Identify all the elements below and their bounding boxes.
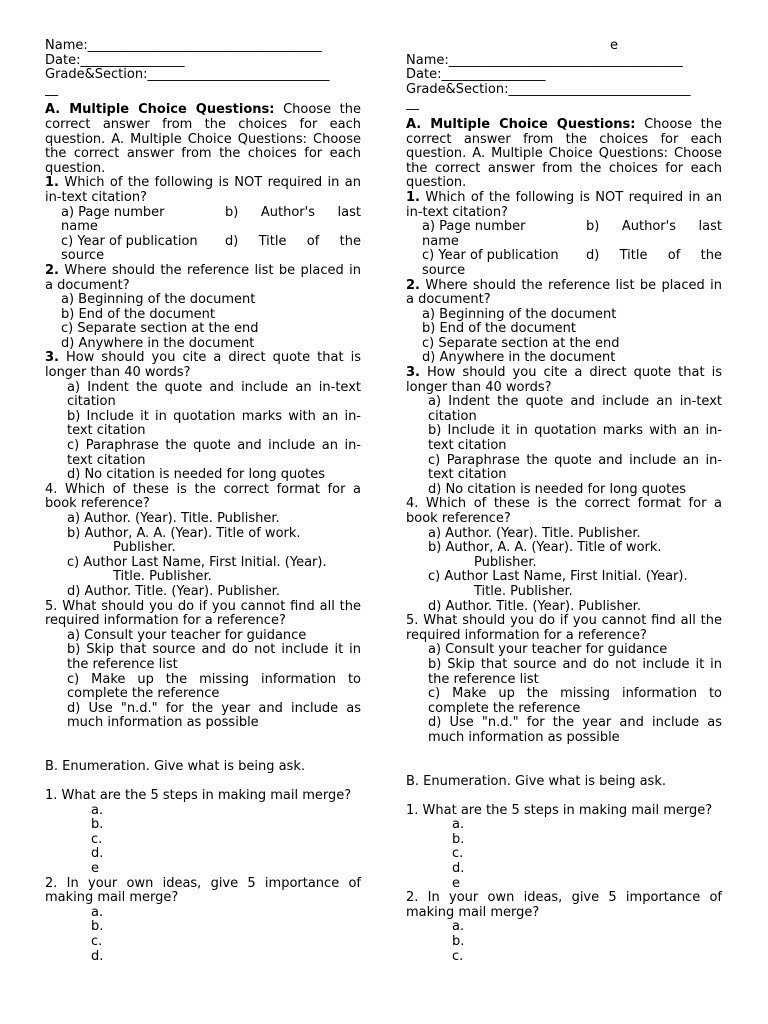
question-text: How should you cite a direct quote that is longer than 40 words? — [406, 365, 722, 395]
option-a: a) Page number — [61, 204, 165, 220]
option-d — [225, 235, 361, 250]
answer-item: d. — [452, 861, 465, 877]
option-d: d) Author. Title. (Year). Publisher. — [67, 583, 280, 599]
option-word: Title — [619, 248, 648, 264]
option-c: c) Year of publication — [61, 233, 198, 249]
grade-section-field-line: Grade&Section:____________________________ — [406, 82, 691, 97]
question-5: 5. What should you do if you cannot find all the required information for a reference? — [45, 598, 361, 629]
question-text: Where should the reference list be placed in a document? — [45, 262, 361, 293]
option-d: d) Use "n.d." for the year and include as much information as possible — [428, 715, 722, 745]
option-continuation: Publisher. — [474, 554, 537, 570]
section-b-heading: B. Enumeration. Give what is being ask. — [45, 758, 305, 774]
answer-item: c. — [91, 934, 103, 950]
question-text: Which of the following is NOT required in an in-text citation? — [406, 189, 722, 220]
answer-item: b. — [91, 919, 104, 935]
option-continuation: Title. Publisher. — [113, 569, 212, 585]
question-number: 3. — [406, 365, 420, 381]
question-number: 2. — [406, 277, 420, 293]
option-d: d) Author. Title. (Year). Publisher. — [428, 598, 641, 614]
section-a-heading — [406, 118, 722, 191]
name-field-line: Name:____________________________________ — [45, 39, 322, 53]
option-c: c) Separate section at the end — [422, 335, 620, 351]
section-a-title: A. Multiple Choice Questions: — [406, 116, 636, 132]
option-b: b) Skip that source and do not include it in the reference list — [67, 642, 361, 672]
option-a: a) Author. (Year). Title. Publisher. — [67, 511, 280, 526]
grade-section-tail: __ — [45, 82, 58, 97]
option-a: a) Indent the quote and include an in-text citation — [428, 394, 722, 424]
option-b: b) Skip that source and do not include it in the reference list — [428, 656, 722, 687]
option-continuation: source — [422, 262, 466, 278]
options-row — [45, 206, 361, 221]
answer-item: b. — [452, 934, 465, 950]
option-d: d) No citation is needed for long quotes — [428, 481, 687, 497]
option-c: c) Paraphrase the quote and include an in-text citation — [67, 438, 361, 468]
question-number: 1. — [45, 175, 59, 191]
option-b: b) Include it in quotation marks with an in-text citation — [428, 423, 722, 454]
option-word: d) — [586, 248, 600, 264]
date-field-line: Date:________________ — [406, 68, 546, 83]
question-number: 3. — [45, 350, 59, 366]
option-word: Title — [258, 233, 287, 249]
answer-item: d. — [91, 846, 104, 862]
section-a-instruction: Choose the correct answer from the choices for each question. A. Multiple Choice Questions: Choose the correct answer from the choices for each question. — [45, 102, 362, 176]
answer-item: d. — [91, 948, 104, 964]
option-word: the — [339, 233, 361, 249]
question-text: How should you cite a direct quote that is longer than 40 words? — [45, 350, 361, 381]
answer-item: a. — [91, 802, 104, 818]
option-continuation: Title. Publisher. — [474, 583, 573, 599]
option-c: c) Author Last Name, First Initial. (Year). — [428, 569, 688, 585]
option-continuation: source — [61, 248, 105, 264]
enumeration-question-2: 2. In your own ideas, give 5 importance of making mail merge? — [406, 890, 722, 920]
question-4: 4. Which of these is the correct format for a book reference? — [45, 481, 361, 512]
option-a: a) Beginning of the document — [422, 306, 617, 322]
worksheet-column-right — [406, 39, 722, 964]
question-2 — [406, 279, 722, 308]
question-5: 5. What should you do if you cannot find all the required information for a reference? — [406, 613, 722, 643]
options-row — [406, 249, 722, 264]
option-b — [586, 220, 722, 235]
option-d: d) Use "n.d." for the year and include as much information as possible — [67, 700, 361, 731]
option-a: a) Indent the quote and include an in-text citation — [67, 379, 361, 410]
question-3 — [45, 351, 361, 380]
answer-item: a. — [452, 919, 465, 935]
answer-item: e — [91, 861, 99, 877]
option-word: of — [306, 233, 320, 249]
option-word: the — [700, 248, 722, 264]
option-b: b) Author, A. A. (Year). Title of work. — [428, 540, 662, 556]
enumeration-question-2: 2. In your own ideas, give 5 importance of making mail merge? — [45, 875, 361, 906]
grade-section-field-line: Grade&Section:____________________________ — [45, 68, 330, 83]
option-b: b) Include it in quotation marks with an in-text citation — [67, 408, 361, 439]
worksheet-column-left — [45, 39, 361, 964]
enumeration-question-1: 1. What are the 5 steps in making mail merge? — [45, 788, 352, 804]
enumeration-question-1: 1. What are the 5 steps in making mail merge? — [406, 802, 713, 818]
option-a: a) Beginning of the document — [61, 292, 256, 308]
option-b: b) End of the document — [422, 321, 577, 337]
option-word: last — [698, 219, 722, 235]
option-c: c) Make up the missing information to complete the reference — [428, 686, 722, 716]
option-word: Author's — [260, 204, 315, 220]
date-field-line: Date:________________ — [45, 53, 185, 68]
option-c: c) Make up the missing information to complete the reference — [67, 671, 361, 702]
option-continuation: name — [61, 219, 98, 235]
grade-section-tail: __ — [406, 97, 419, 112]
option-word: d) — [225, 233, 239, 249]
option-word: Author's — [621, 219, 676, 235]
option-a: a) Page number — [422, 219, 526, 235]
option-word: b) — [586, 219, 600, 235]
option-word: b) — [225, 204, 239, 220]
option-b: b) End of the document — [61, 306, 216, 322]
option-d: d) Anywhere in the document — [61, 335, 255, 351]
answer-item: b. — [91, 817, 104, 833]
section-b-heading: B. Enumeration. Give what is being ask. — [406, 773, 666, 789]
option-b — [225, 206, 361, 221]
option-c: c) Paraphrase the quote and include an in-text citation — [428, 452, 722, 483]
option-d: d) Anywhere in the document — [422, 350, 616, 366]
section-a-heading — [45, 103, 361, 176]
name-field-line: Name:____________________________________ — [406, 53, 683, 68]
answer-item: c. — [452, 948, 464, 964]
option-c: c) Separate section at the end — [61, 321, 259, 337]
option-continuation: Publisher. — [113, 540, 176, 556]
answer-item: a. — [91, 904, 104, 920]
answer-item: c. — [91, 831, 103, 847]
options-row — [406, 220, 722, 235]
options-row — [45, 235, 361, 250]
option-word: of — [667, 248, 681, 264]
question-number: 1. — [406, 189, 420, 205]
answer-item: c. — [452, 846, 464, 862]
carryover-letter: e — [610, 39, 618, 53]
answer-item: a. — [452, 817, 465, 833]
question-number: 2. — [45, 262, 59, 278]
option-a: a) Consult your teacher for guidance — [67, 627, 307, 643]
option-word: last — [337, 204, 361, 220]
question-1 — [45, 176, 361, 205]
question-4: 4. Which of these is the correct format for a book reference? — [406, 496, 722, 526]
option-c: c) Year of publication — [422, 248, 559, 264]
question-text: Which of the following is NOT required in an in-text citation? — [45, 175, 361, 205]
question-1 — [406, 191, 722, 220]
option-b: b) Author, A. A. (Year). Title of work. — [67, 525, 301, 541]
question-text: Where should the reference list be placed in a document? — [406, 277, 722, 308]
option-c: c) Author Last Name, First Initial. (Year). — [67, 554, 327, 570]
option-a: a) Consult your teacher for guidance — [428, 642, 668, 658]
option-d: d) No citation is needed for long quotes — [67, 467, 326, 483]
answer-item: b. — [452, 831, 465, 847]
option-d — [586, 249, 722, 264]
question-3 — [406, 366, 722, 395]
answer-item: e — [452, 875, 460, 891]
section-a-instruction: Choose the correct answer from the choices for each question. A. Multiple Choice Questions: Choose the correct answer from the choices for each question. — [406, 116, 723, 191]
option-continuation: name — [422, 233, 459, 249]
option-a: a) Author. (Year). Title. Publisher. — [428, 525, 641, 541]
section-a-title: A. Multiple Choice Questions: — [45, 102, 275, 118]
question-2 — [45, 264, 361, 293]
